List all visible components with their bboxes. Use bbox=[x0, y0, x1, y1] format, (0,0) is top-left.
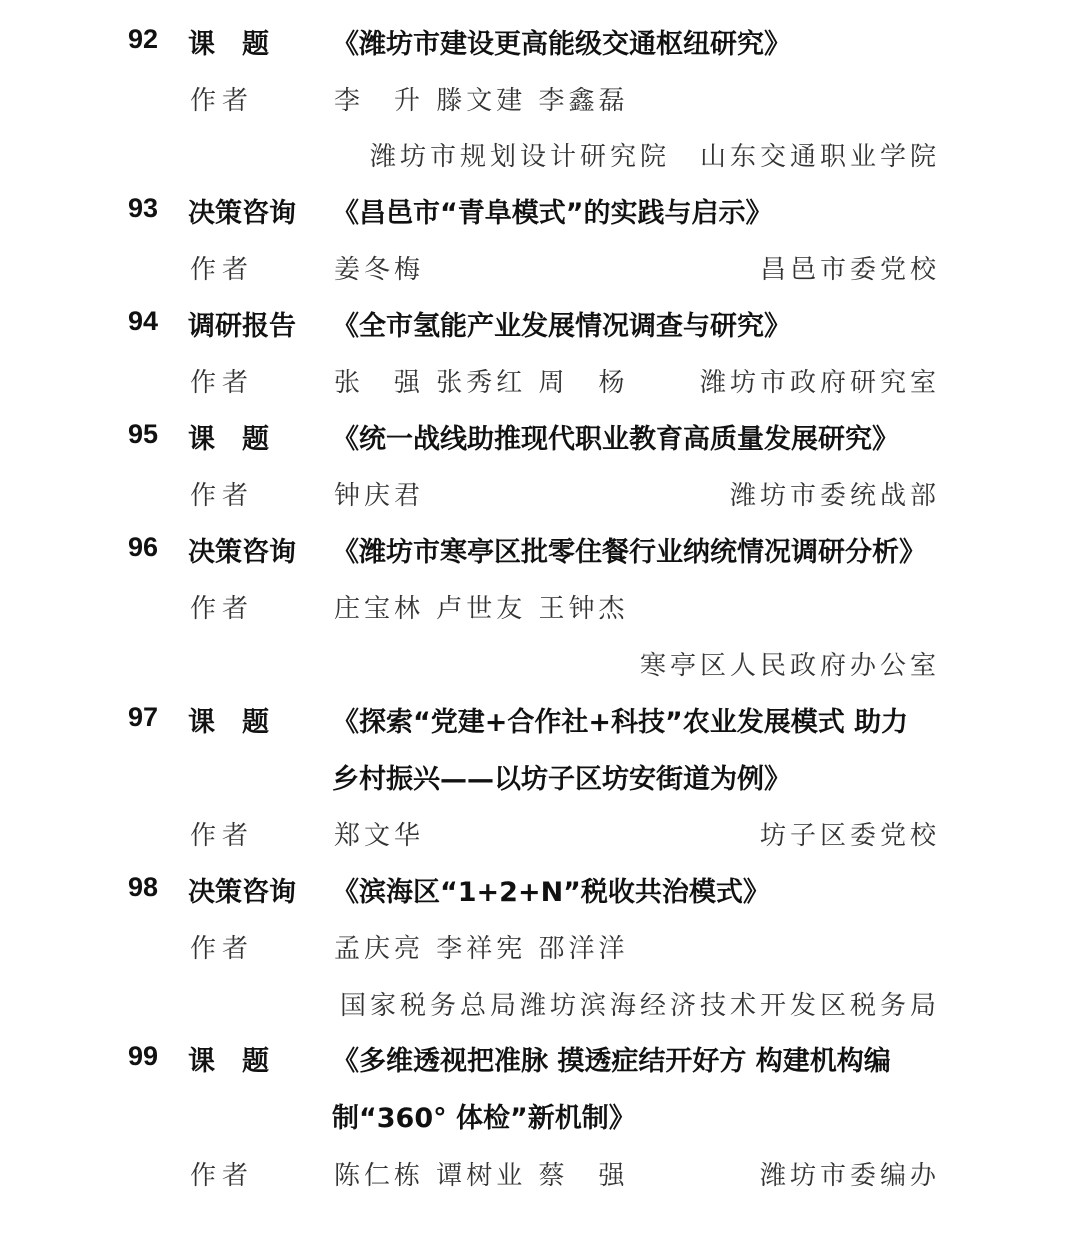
author-organization: 潍坊市规划设计研究院 山东交通职业学院 bbox=[369, 142, 940, 172]
author-names: 姜冬梅 bbox=[334, 255, 425, 285]
entry-95-author-row bbox=[0, 465, 1080, 521]
entry-97-title-continuation bbox=[0, 749, 1080, 805]
entry-title-line-1: 《多维透视把准脉 摸透症结开好方 构建机构编 bbox=[332, 1046, 891, 1077]
entry-number: 92 bbox=[128, 24, 159, 54]
author-names: 李 升 滕文建 李鑫磊 bbox=[334, 86, 629, 116]
entry-number: 97 bbox=[128, 702, 159, 732]
entry-title: 《昌邑市“青阜模式”的实践与启示》 bbox=[332, 198, 773, 229]
author-organization: 潍坊市委统战部 bbox=[729, 481, 940, 511]
entry-94-title-row bbox=[0, 296, 1080, 352]
entry-title-line-1: 《探索“党建+合作社+科技”农业发展模式 助力 bbox=[332, 707, 909, 738]
author-label: 作者 bbox=[190, 368, 255, 398]
author-names: 张 强 张秀红 周 杨 bbox=[334, 368, 629, 398]
author-label: 作者 bbox=[190, 934, 255, 964]
entry-98-org-row bbox=[0, 975, 1080, 1031]
author-label: 作者 bbox=[190, 1161, 255, 1191]
author-names: 庄宝林 卢世友 王钟杰 bbox=[334, 594, 629, 624]
entry-92-org-row bbox=[0, 126, 1080, 182]
entry-category: 决策咨询 bbox=[188, 537, 296, 568]
author-label: 作者 bbox=[190, 821, 255, 851]
entry-95-title-row bbox=[0, 409, 1080, 465]
entry-93-title-row bbox=[0, 183, 1080, 239]
entry-category: 决策咨询 bbox=[188, 198, 296, 229]
entry-96-author-row bbox=[0, 578, 1080, 634]
entry-category: 课 题 bbox=[188, 1046, 269, 1077]
entry-96-org-row bbox=[0, 635, 1080, 691]
entry-93-author-row bbox=[0, 239, 1080, 295]
author-names: 钟庆君 bbox=[334, 481, 425, 511]
author-organization: 坊子区委党校 bbox=[759, 821, 940, 851]
entry-number: 99 bbox=[128, 1041, 159, 1071]
entry-title: 《潍坊市建设更高能级交通枢纽研究》 bbox=[332, 29, 791, 60]
author-names: 孟庆亮 李祥宪 邵洋洋 bbox=[334, 934, 629, 964]
entry-92-title-row bbox=[0, 14, 1080, 70]
entry-number: 95 bbox=[128, 419, 159, 449]
author-organization: 寒亭区人民政府办公室 bbox=[639, 651, 940, 681]
entry-category: 课 题 bbox=[188, 707, 269, 738]
entry-title: 《全市氢能产业发展情况调查与研究》 bbox=[332, 311, 791, 342]
entry-category: 课 题 bbox=[188, 29, 269, 60]
entry-98-author-row bbox=[0, 918, 1080, 974]
entry-title-line-2: 制“360° 体检”新机制》 bbox=[332, 1103, 636, 1134]
entry-number: 96 bbox=[128, 532, 159, 562]
entry-number: 94 bbox=[128, 306, 159, 336]
entry-99-title-row bbox=[0, 1031, 1080, 1087]
author-organization: 昌邑市委党校 bbox=[759, 255, 940, 285]
entry-99-title-continuation bbox=[0, 1088, 1080, 1144]
entry-97-title-row bbox=[0, 692, 1080, 748]
author-label: 作者 bbox=[190, 255, 255, 285]
author-organization: 潍坊市政府研究室 bbox=[699, 368, 940, 398]
entry-97-author-row bbox=[0, 805, 1080, 861]
entry-title: 《滨海区“1+2+N”税收共治模式》 bbox=[332, 877, 770, 908]
entry-category: 课 题 bbox=[188, 424, 269, 455]
entry-title: 《统一战线助推现代职业教育高质量发展研究》 bbox=[332, 424, 899, 455]
entry-92-author-row bbox=[0, 70, 1080, 126]
entry-title-line-2: 乡村振兴——以坊子区坊安街道为例》 bbox=[332, 764, 791, 795]
entry-title: 《潍坊市寒亭区批零住餐行业纳统情况调研分析》 bbox=[332, 537, 926, 568]
author-label: 作者 bbox=[190, 481, 255, 511]
entry-number: 98 bbox=[128, 872, 159, 902]
entry-98-title-row bbox=[0, 862, 1080, 918]
entry-94-author-row bbox=[0, 352, 1080, 408]
author-organization: 潍坊市委编办 bbox=[759, 1161, 940, 1191]
entry-99-author-row bbox=[0, 1145, 1080, 1201]
entry-category: 决策咨询 bbox=[188, 877, 296, 908]
author-label: 作者 bbox=[190, 86, 255, 116]
author-names: 郑文华 bbox=[334, 821, 425, 851]
author-label: 作者 bbox=[190, 594, 255, 624]
entry-category: 调研报告 bbox=[188, 311, 296, 342]
author-names: 陈仁栋 谭树业 蔡 强 bbox=[334, 1161, 629, 1191]
entry-number: 93 bbox=[128, 193, 159, 223]
author-organization: 国家税务总局潍坊滨海经济技术开发区税务局 bbox=[339, 991, 940, 1021]
entry-96-title-row bbox=[0, 522, 1080, 578]
